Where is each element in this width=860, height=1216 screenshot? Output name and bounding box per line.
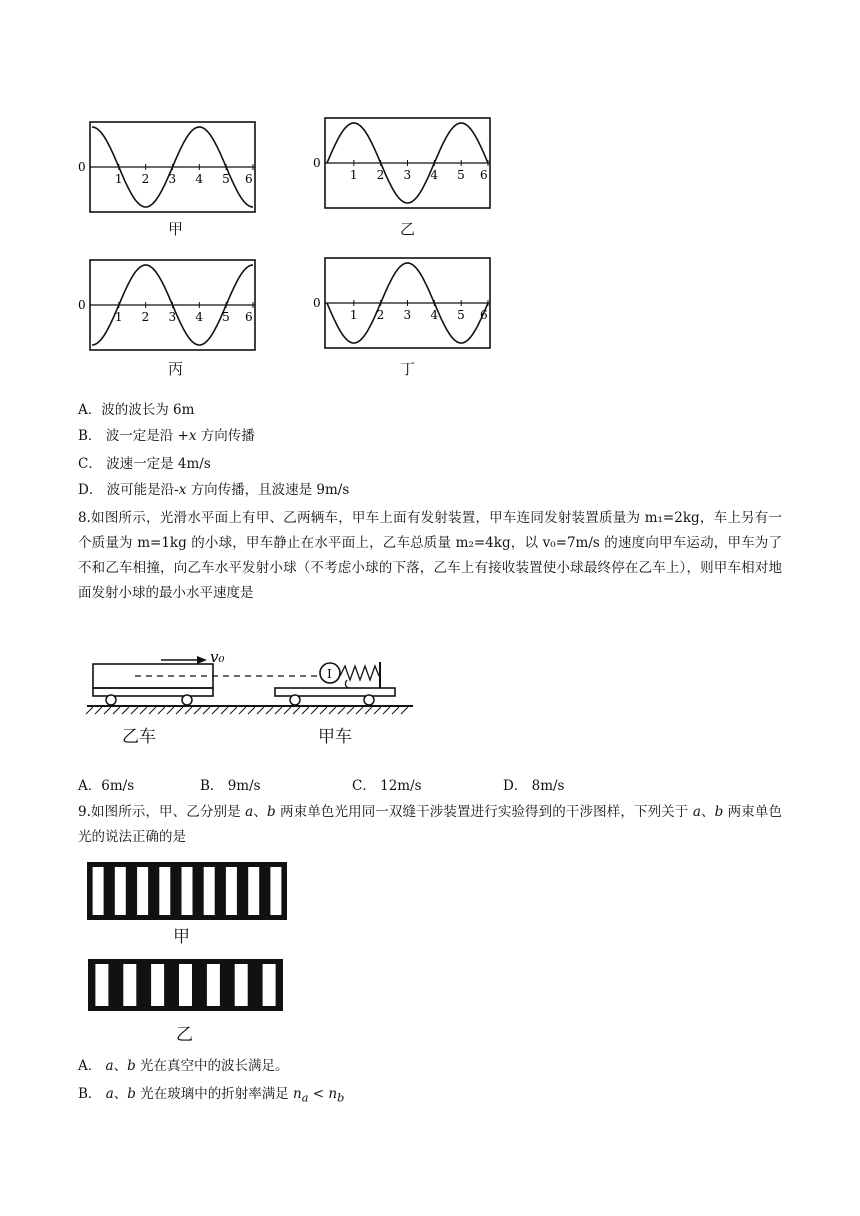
bright-fringe	[137, 867, 148, 915]
bright-fringe	[204, 867, 215, 915]
q9-text-1: 9.如图所示，甲、乙分别是	[78, 804, 246, 820]
wave-zero-label: 0	[78, 298, 86, 312]
q7-option-d-tail: 方向传播，且波速是 9m/s	[186, 482, 350, 498]
q9-sep-2: 、	[700, 804, 715, 820]
wave-zero-label: 0	[313, 156, 321, 170]
bright-fringe	[93, 867, 104, 915]
fringe-label-yi: 乙	[176, 1025, 193, 1045]
panel-label-bing: 丙	[168, 360, 184, 378]
q7-option-c: C． 波速一定是 4m/s	[78, 456, 211, 472]
q9-option-b-lt: <	[308, 1086, 329, 1102]
wave-tick-label: 3	[168, 310, 177, 324]
wave-tick-label: 5	[457, 168, 465, 182]
panel-label-yi: 乙	[400, 220, 416, 238]
wave-tick-label: 2	[376, 308, 385, 322]
wave-tick-label: 2	[141, 310, 150, 324]
fringe-pattern-jia	[87, 862, 287, 920]
q9-var-a: a	[245, 804, 254, 820]
bright-fringe	[123, 964, 136, 1006]
q9-option-a-var-a: a	[105, 1058, 114, 1074]
fringe-pattern-yi	[88, 959, 283, 1011]
q8-option-d: D． 8m/s	[503, 778, 565, 794]
q9-option-b-n-b: n	[328, 1086, 338, 1102]
q7-option-d-text: D． 波可能是沿-	[78, 482, 179, 498]
bright-fringe	[207, 964, 220, 1006]
wave-tick-label: 1	[114, 310, 123, 324]
wave-tick-label: 4	[195, 310, 203, 324]
wave-tick-label: 6	[245, 172, 253, 186]
wave-tick-label: 2	[141, 172, 150, 186]
wave-tick-label: 4	[430, 308, 438, 322]
bright-fringe	[248, 867, 259, 915]
panel-label-jia: 甲	[168, 220, 184, 238]
wave-figure	[70, 110, 510, 380]
q9-sep: 、	[253, 804, 267, 820]
wave-tick-label: 5	[222, 310, 230, 324]
q9-option-b-sub-b: b	[337, 1091, 345, 1105]
q9-option-a-sep: 、	[113, 1058, 128, 1074]
bright-fringe	[159, 867, 170, 915]
q9-option-a-label: A．	[78, 1058, 106, 1074]
wave-tick-label: 6	[245, 310, 253, 324]
q8-question: 8.如图所示，光滑水平面上有甲、乙两辆车，甲车上面有发射装置，甲车连同发射装置质量为 m₁=2kg，车上另有一个质量为 m=1kg 的小球，甲车静止在水平面上，乙车总质量 m₂=4kg，以 v₀=7m/s 的速度向甲车运动，甲车为了不和乙车相撞，向乙车水平发射小球（不考虑小球的下落，乙车上有接收装置使小球最终停在乙车上），则甲车相对地面发射小球的最小水平速度是	[78, 510, 782, 601]
wave-tick-label: 4	[430, 168, 438, 182]
bright-fringe	[115, 867, 126, 915]
q8-option-b: B． 9m/s	[200, 778, 261, 794]
bright-fringe	[95, 964, 108, 1006]
bright-fringe	[151, 964, 164, 1006]
q7-option-a: A．波的波长为 6m	[78, 402, 195, 418]
bright-fringe	[235, 964, 248, 1006]
bright-fringe	[270, 867, 281, 915]
wave-tick-label: 5	[222, 172, 230, 186]
wave-tick-label: 3	[403, 168, 412, 182]
wave-tick-label: 2	[376, 168, 385, 182]
q9-option-b-sep: 、	[113, 1086, 128, 1102]
q9-option-b	[78, 1084, 344, 1109]
bright-fringe	[182, 867, 193, 915]
v0-label: v₀	[210, 648, 225, 666]
q9-var-b: b	[266, 804, 276, 820]
q9-option-b-n-a: n	[293, 1086, 302, 1102]
wave-tick-label: 1	[349, 168, 358, 182]
q9-option-a	[78, 1056, 289, 1076]
bright-fringe	[226, 867, 237, 915]
wave-tick-label: 1	[349, 308, 358, 322]
panel-label-ding: 丁	[400, 360, 416, 378]
q9-var-a-2: a	[692, 804, 701, 820]
q9-option-b-var-b: b	[127, 1086, 136, 1102]
wave-tick-label: 5	[457, 308, 465, 322]
wave-tick-label: 6	[480, 308, 488, 322]
q8-option-c: C． 12m/s	[352, 778, 422, 794]
q9-text-3: 两束单色光的说法正确的是	[78, 804, 783, 845]
wave-tick-label: 3	[168, 172, 177, 186]
q9-option-b-sub-a: a	[301, 1091, 309, 1105]
q7-option-d-var: x	[178, 482, 187, 498]
q9-var-b-2: b	[714, 804, 724, 820]
wave-zero-label: 0	[78, 160, 86, 174]
q7-option-b	[78, 426, 255, 446]
wave-tick-label: 6	[480, 168, 488, 182]
ball-label: I	[327, 667, 332, 681]
wave-tick-label: 4	[195, 172, 203, 186]
q9-option-a-text: 光在真空中的波长满足。	[135, 1058, 289, 1074]
q9-text-2: 两束单色光用同一双缝干涉装置进行实验得到的干涉图样，下列关于	[275, 804, 693, 820]
cart-label-yi: 乙车	[122, 727, 156, 747]
q9-question	[78, 800, 782, 850]
q7-option-b-var: x	[188, 428, 197, 444]
q9-option-a-var-b: b	[127, 1058, 136, 1074]
q9-option-b-text: 光在玻璃中的折射率满足	[135, 1086, 294, 1102]
q7-option-b-tail: 方向传播	[196, 428, 255, 444]
q7-option-b-text: B． 波一定是沿 +	[78, 428, 189, 444]
q8-option-a: A．6m/s	[78, 778, 135, 794]
wave-tick-label: 1	[114, 172, 123, 186]
fringe-label-jia: 甲	[173, 927, 190, 947]
q9-option-b-var-a: a	[105, 1086, 114, 1102]
bright-fringe	[179, 964, 192, 1006]
q7-option-d	[78, 480, 349, 500]
bright-fringe	[263, 964, 276, 1006]
cart-label-jia: 甲车	[318, 727, 352, 747]
q9-option-b-label: B．	[78, 1086, 106, 1102]
wave-zero-label: 0	[313, 296, 321, 310]
wave-tick-label: 3	[403, 308, 412, 322]
